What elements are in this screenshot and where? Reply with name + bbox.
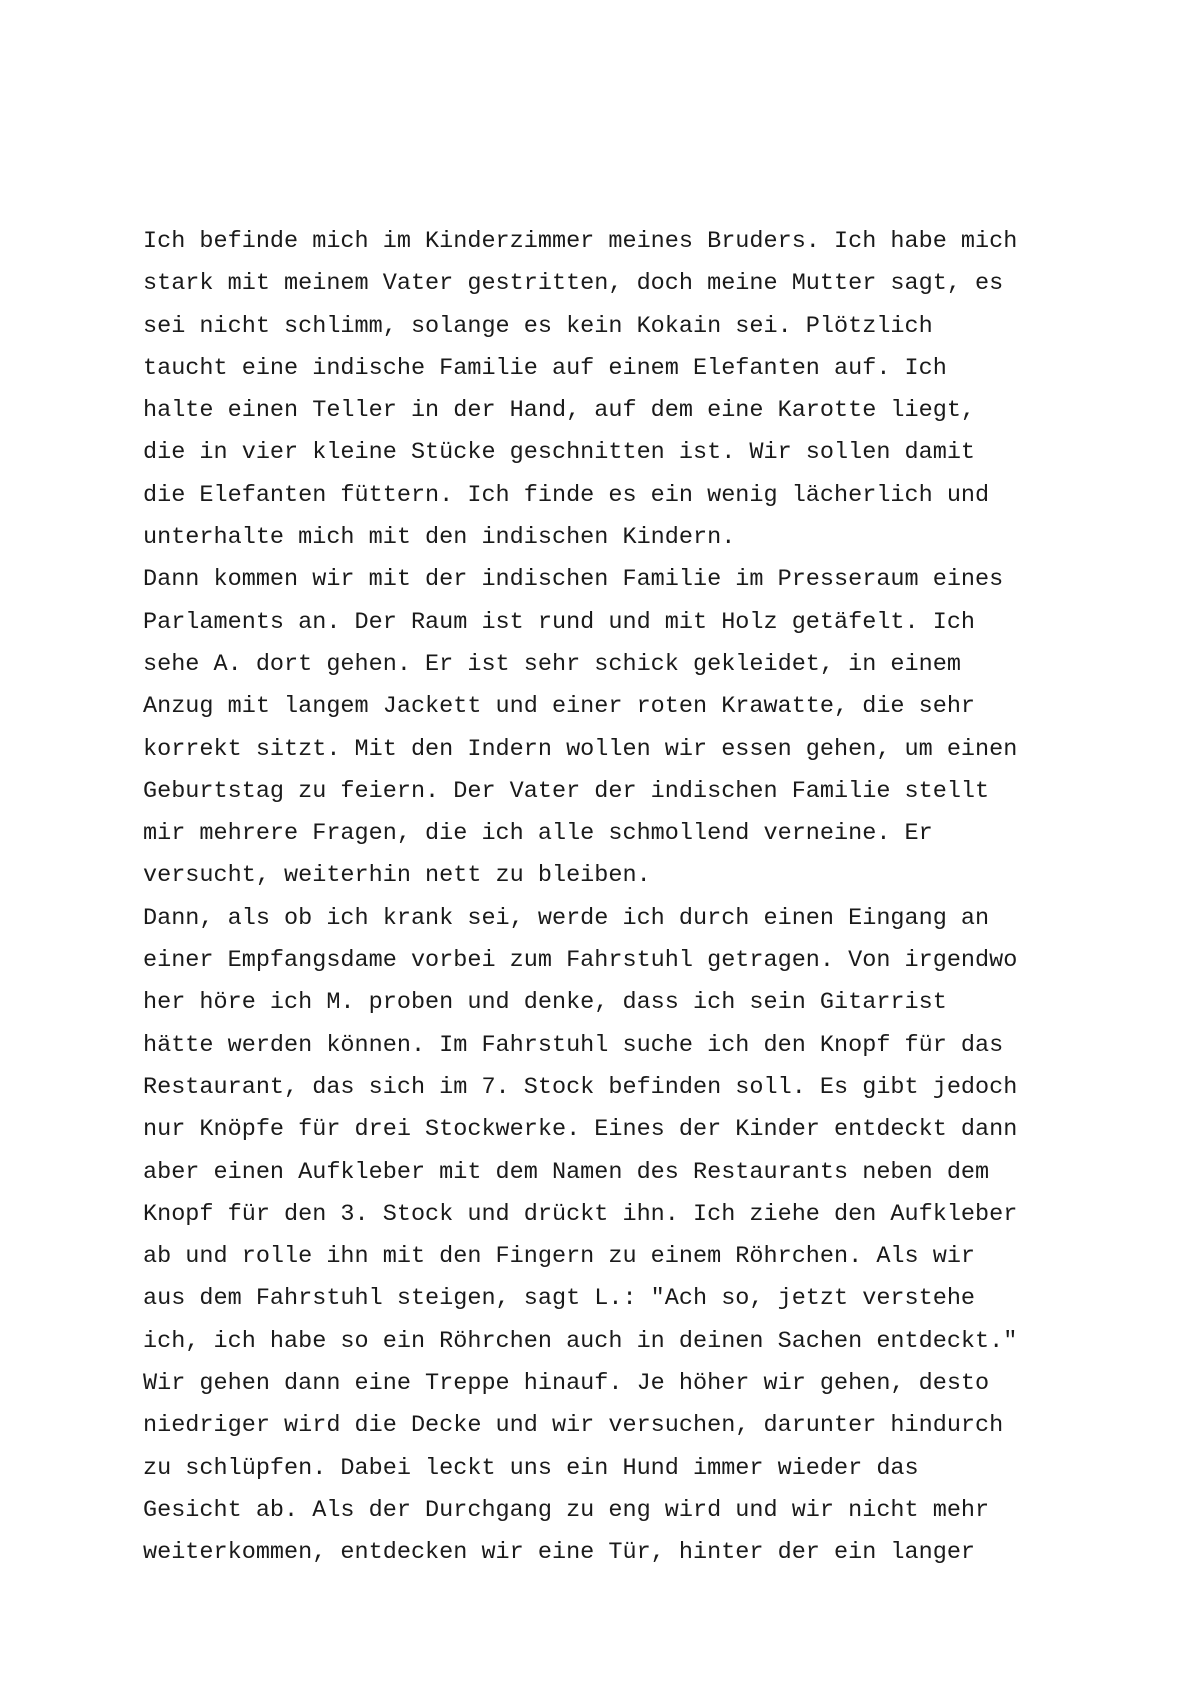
text-line: Ich befinde mich im Kinderzimmer meines Bruders. Ich habe mich — [143, 228, 1018, 255]
text-line: die Elefanten füttern. Ich finde es ein wenig lächerlich und — [143, 481, 990, 509]
text-line: taucht eine indische Familie auf einem Elefanten auf. Ich — [143, 354, 947, 382]
text-line: aber einen Aufkleber mit dem Namen des Restaurants neben dem — [143, 1158, 990, 1186]
text-line: hätte werden können. Im Fahrstuhl suche ich den Knopf für das — [143, 1031, 1004, 1059]
text-line: Dann, als ob ich krank sei, werde ich durch einen Eingang an — [143, 904, 990, 932]
text-line: Parlaments an. Der Raum ist rund und mit Holz getäfelt. Ich — [143, 608, 976, 636]
text-line: die in vier kleine Stücke geschnitten ist. Wir sollen damit — [143, 439, 976, 467]
text-line: Restaurant, das sich im 7. Stock befinden soll. Es gibt jedoch — [143, 1073, 1018, 1101]
text-line: her höre ich M. proben und denke, dass ich sein Gitarrist — [143, 989, 947, 1017]
text-line: sehe A. dort gehen. Er ist sehr schick gekleidet, in einem — [143, 650, 961, 678]
text-line: stark mit meinem Vater gestritten, doch meine Mutter sagt, es — [143, 270, 1004, 298]
text-line: Wir gehen dann eine Treppe hinauf. Je höher wir gehen, desto — [143, 1370, 990, 1398]
text-line: Gesicht ab. Als der Durchgang zu eng wird und wir nicht mehr — [143, 1496, 990, 1524]
text-line: aus dem Fahrstuhl steigen, sagt L.: "Ach so, jetzt verstehe — [143, 1285, 976, 1313]
text-line: halte einen Teller in der Hand, auf dem eine Karotte liegt, — [143, 397, 976, 425]
text-line: unterhalte mich mit den indischen Kindern. — [143, 524, 736, 552]
text-line: Geburtstag zu feiern. Der Vater der indischen Familie stellt — [143, 777, 990, 805]
text-line: Anzug mit langem Jackett und einer roten Krawatte, die sehr — [143, 693, 976, 721]
text-line: versucht, weiterhin nett zu bleiben. — [143, 862, 651, 890]
text-line: ich, ich habe so ein Röhrchen auch in deinen Sachen entdeckt." — [143, 1327, 1018, 1355]
text-line: einer Empfangsdame vorbei zum Fahrstuhl getragen. Von irgendwo — [143, 947, 1018, 975]
text-line: Knopf für den 3. Stock und drückt ihn. Ich ziehe den Aufkleber — [143, 1200, 1018, 1228]
text-line: weiterkommen, entdecken wir eine Tür, hinter der ein langer — [143, 1539, 976, 1567]
text-line: zu schlüpfen. Dabei leckt uns ein Hund immer wieder das — [143, 1454, 919, 1482]
text-line: niedriger wird die Decke und wir versuchen, darunter hindurch — [143, 1412, 1004, 1440]
text-line: sei nicht schlimm, solange es kein Kokain sei. Plötzlich — [143, 312, 933, 340]
text-line: Dann kommen wir mit der indischen Familie im Presseraum eines — [143, 566, 1004, 594]
text-line: korrekt sitzt. Mit den Indern wollen wir essen gehen, um einen — [143, 735, 1018, 763]
text-line: mir mehrere Fragen, die ich alle schmollend verneine. Er — [143, 820, 933, 848]
body-text — [143, 221, 1143, 1575]
text-line: ab und rolle ihn mit den Fingern zu einem Röhrchen. Als wir — [143, 1243, 976, 1271]
text-line: nur Knöpfe für drei Stockwerke. Eines der Kinder entdeckt dann — [143, 1116, 1018, 1144]
